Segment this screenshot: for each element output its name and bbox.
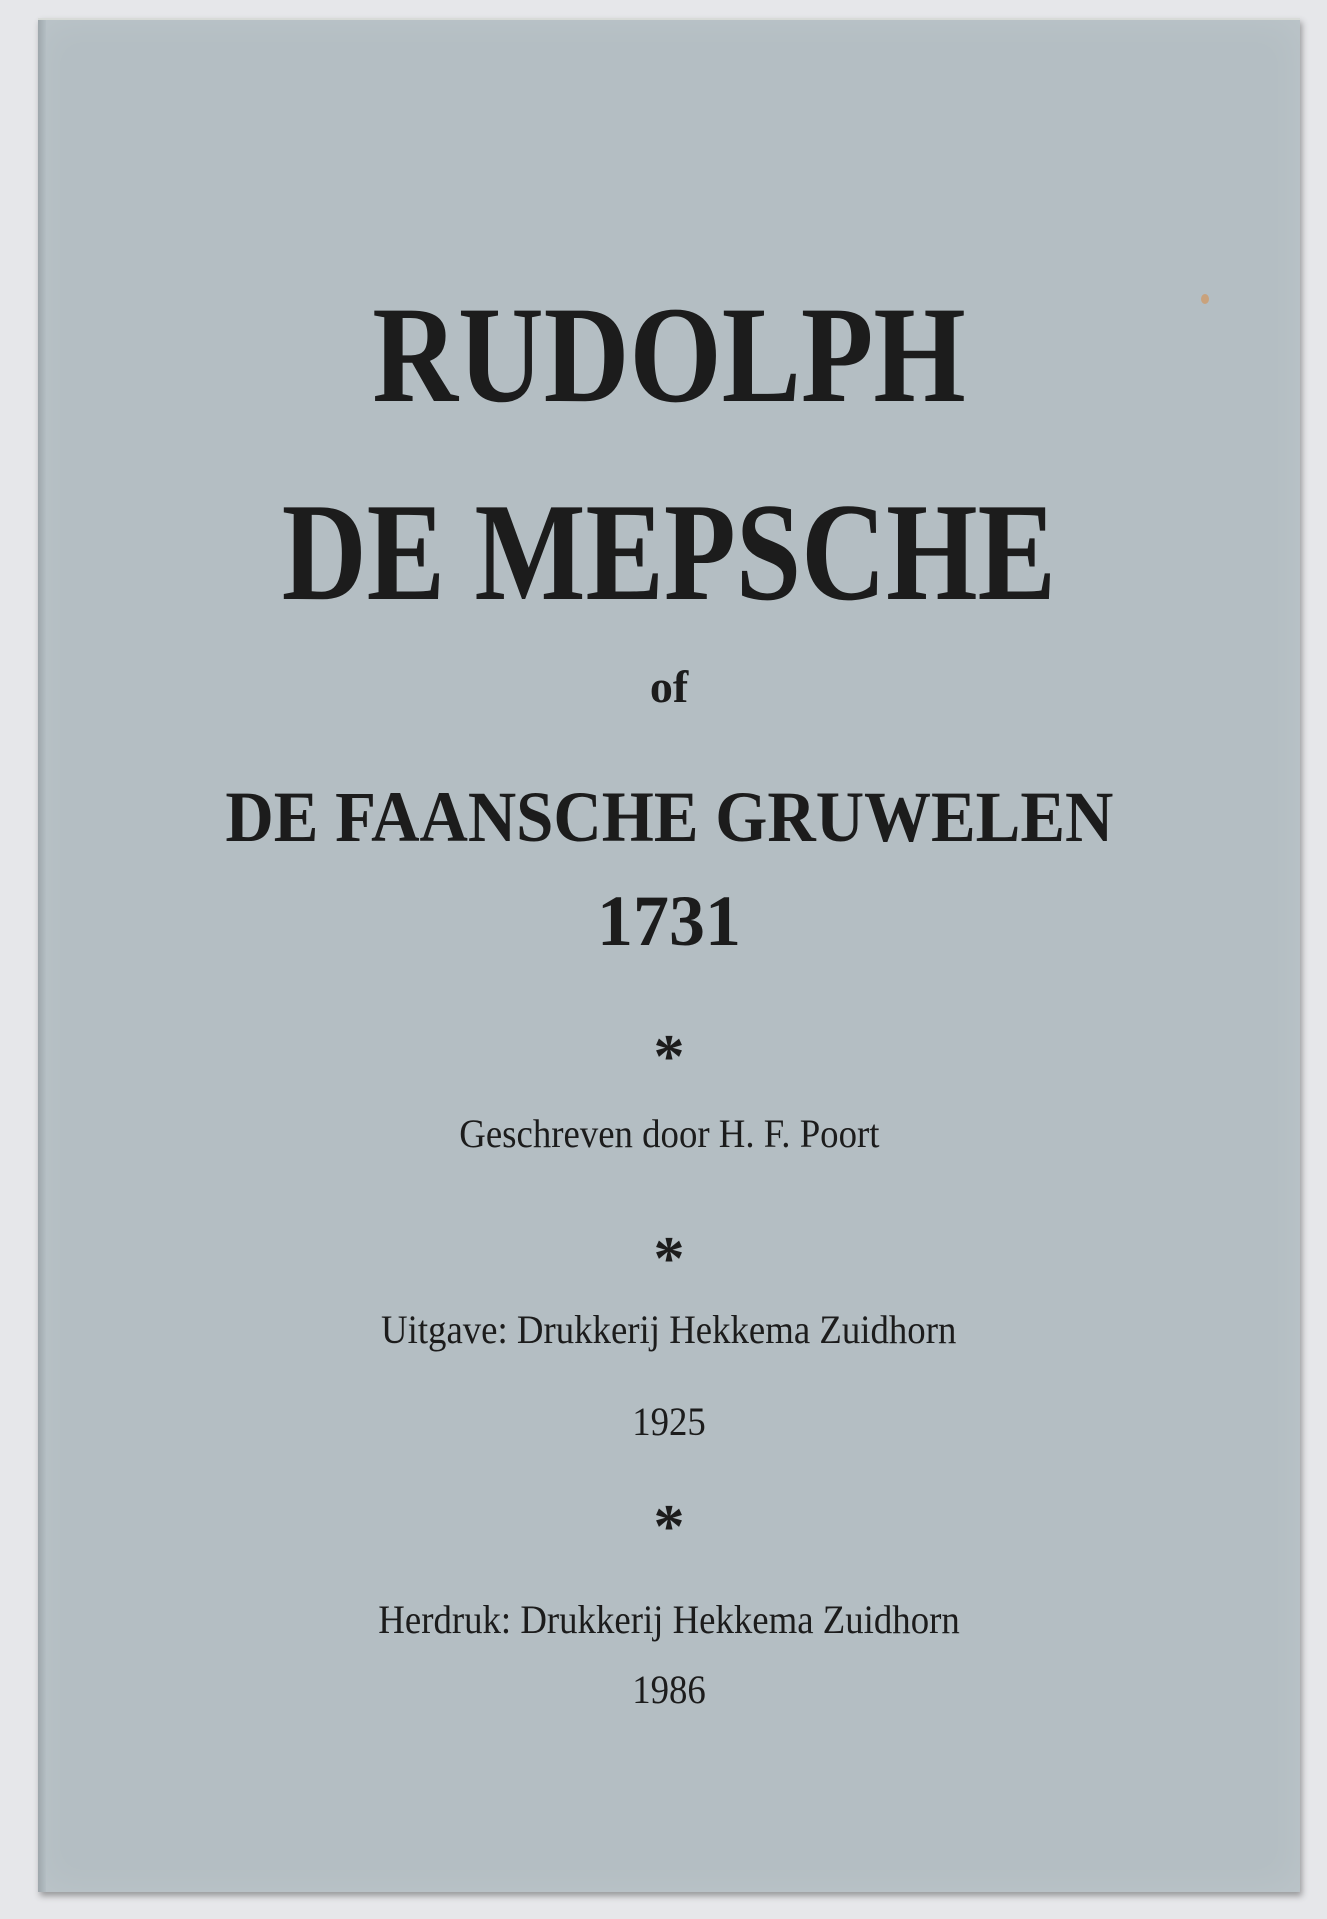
separator-asterisk-1 xyxy=(38,1022,1300,1093)
reprint-year-text: 1986 xyxy=(632,1667,706,1712)
title-line-2 xyxy=(38,472,1300,633)
asterisk-icon: * xyxy=(653,1225,685,1293)
author-text: Geschreven door H. F. Poort xyxy=(458,1111,880,1156)
separator-asterisk-2 xyxy=(38,1224,1300,1295)
connector-text: of xyxy=(649,661,689,712)
publish-year-text: 1925 xyxy=(632,1399,706,1444)
subtitle-year xyxy=(38,880,1300,963)
publisher-line xyxy=(38,1306,1300,1353)
title-text-1: RUDOLPH xyxy=(372,278,966,431)
reprint-text: Herdruk: Drukkerij Hekkema Zuidhorn xyxy=(378,1597,960,1642)
reprint-line xyxy=(38,1596,1300,1643)
publisher-text: Uitgave: Drukkerij Hekkema Zuidhorn xyxy=(381,1307,957,1352)
connector-word xyxy=(38,660,1300,713)
asterisk-icon: * xyxy=(653,1493,685,1561)
author-line xyxy=(38,1110,1300,1157)
reprint-year xyxy=(38,1666,1300,1713)
separator-asterisk-3 xyxy=(38,1492,1300,1563)
publish-year xyxy=(38,1398,1300,1445)
subtitle xyxy=(38,776,1300,859)
title-line-1 xyxy=(38,275,1300,434)
subtitle-text: DE FAANSCHE GRUWELEN xyxy=(225,777,1113,857)
asterisk-icon: * xyxy=(653,1023,685,1091)
title-text-2: DE MEPSCHE xyxy=(281,475,1057,630)
subtitle-year-text: 1731 xyxy=(597,881,741,961)
book-cover xyxy=(38,18,1300,1892)
